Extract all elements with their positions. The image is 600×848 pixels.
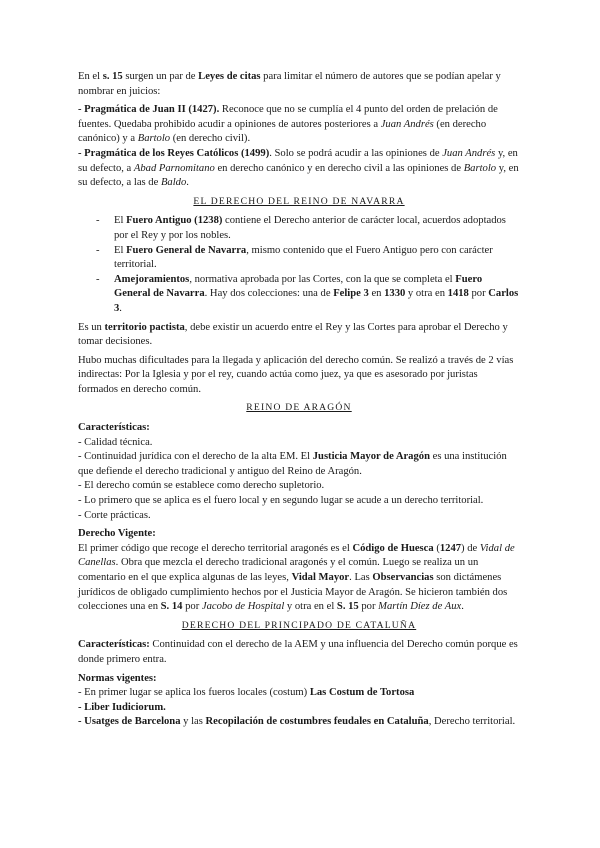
heading-navarra: EL DERECHO DEL REINO DE NAVARRA: [193, 195, 405, 207]
heading-cataluna: DERECHO DEL PRINCIPADO DE CATALUÑA: [181, 619, 417, 631]
navarra-bullet-list: [78, 214, 520, 316]
list-item: - El Fuero Antiguo (1238) contiene el Derecho anterior de carácter local, acuerdos adoptados por el Rey y por los nobles.: [96, 215, 506, 241]
aragon-caracteristica-5: - Corte prácticas.: [78, 509, 151, 521]
aragon-caracteristica-2: - Continuidad jurídica con el derecho de la alta EM. El Justicia Mayor de Aragón es una institución que defiende el derecho tradicional y antiguo del Reino de Aragón.: [78, 451, 507, 477]
aragon-caracteristica-3: - El derecho común se establece como derecho supletorio.: [78, 480, 325, 492]
bullet-dash: -: [96, 244, 100, 256]
cataluna-norma-2: - Liber Iudiciorum.: [78, 701, 166, 713]
navarra-derecho-comun: Hubo muchas dificultades para la llegada y aplicación del derecho común. Se realizó a través de 2 vías indirectas: Por la Iglesia y por el rey, cuando actúa como juez, ya que es asesorado por juristas formados en derecho común.: [78, 354, 514, 395]
bullet-dash: -: [96, 273, 100, 285]
intro-pragmatica-juan-ii: - Pragmática de Juan II (1427). Reconoce que no se cumplía el 4 punto del orden de prelación de fuentes. Quedaba prohibido acudir a opiniones de autores posteriores a Juan Andrés (en derecho canónico) y a Bartolo (en derecho civil).: [78, 104, 498, 145]
list-item: - Amejoramientos, normativa aprobada por las Cortes, con la que se completa el Fuero General de Navarra. Hay dos colecciones: una de Felipe 3 en 1330 y otra en 1418 por Carlos 3.: [96, 273, 519, 314]
cataluna-norma-1: - En primer lugar se aplica los fueros locales (costum) Las Costum de Tortosa: [78, 687, 415, 699]
aragon-caracteristica-4: - Lo primero que se aplica es el fuero local y en segundo lugar se acude a un derecho territorial.: [78, 495, 484, 507]
navarra-territorio-pactista: Es un territorio pactista, debe existir un acuerdo entre el Rey y las Cortes para aprobar el Derecho y tomar decisiones.: [78, 321, 508, 348]
cataluna-norma-3: - Usatges de Barcelona y las Recopilación de costumbres feudales en Cataluña, Derecho territorial.: [78, 716, 516, 728]
aragon-caracteristicas-label: Características:: [78, 422, 150, 434]
aragon-derecho-vigente-text: El primer código que recoge el derecho territorial aragonés es el Código de Huesca (1247) de Vidal de Canellas. Obra que mezcla el derecho tradicional aragonés y el común. Luego se realiza un un comentario en el que explica algunas de las leyes, Vidal Mayor. Las Observancias son dictámenes jurídicos de obligado cumplimiento hechos por el Justicia Mayor de Aragón. Se hicieron también dos colecciones una en S. 14 por Jacobo de Hospital y otra en el S. 15 por Martín Díez de Aux.: [78, 542, 515, 613]
document-page: [78, 70, 520, 730]
cataluna-normas-label: Normas vigentes:: [78, 672, 157, 684]
intro-paragraph-leyes-de-citas: En el s. 15 surgen un par de Leyes de citas para limitar el número de autores que se podían apelar y nombrar en juicios:: [78, 71, 501, 97]
aragon-derecho-vigente-label: Derecho Vigente:: [78, 528, 156, 540]
aragon-caracteristica-1: - Calidad técnica.: [78, 436, 153, 448]
heading-aragon: REINO DE ARAGÓN: [246, 402, 352, 414]
bullet-dash: -: [96, 215, 100, 227]
list-item: - El Fuero General de Navarra, mismo contenido que el Fuero Antiguo pero con carácter territorial.: [96, 244, 493, 271]
cataluna-caracteristicas: Características: Continuidad con el derecho de la AEM y una influencia del Derecho común porque es donde primero entra.: [78, 639, 518, 665]
intro-pragmatica-reyes-catolicos: - Pragmática de los Reyes Católicos (1499). Solo se podrá acudir a las opiniones de Juan Andrés y, en su defecto, a Abad Parnomitano en derecho canónico y en derecho civil a las opiniones de Bartolo y, en su defecto, a las de Baldo.: [78, 147, 519, 189]
